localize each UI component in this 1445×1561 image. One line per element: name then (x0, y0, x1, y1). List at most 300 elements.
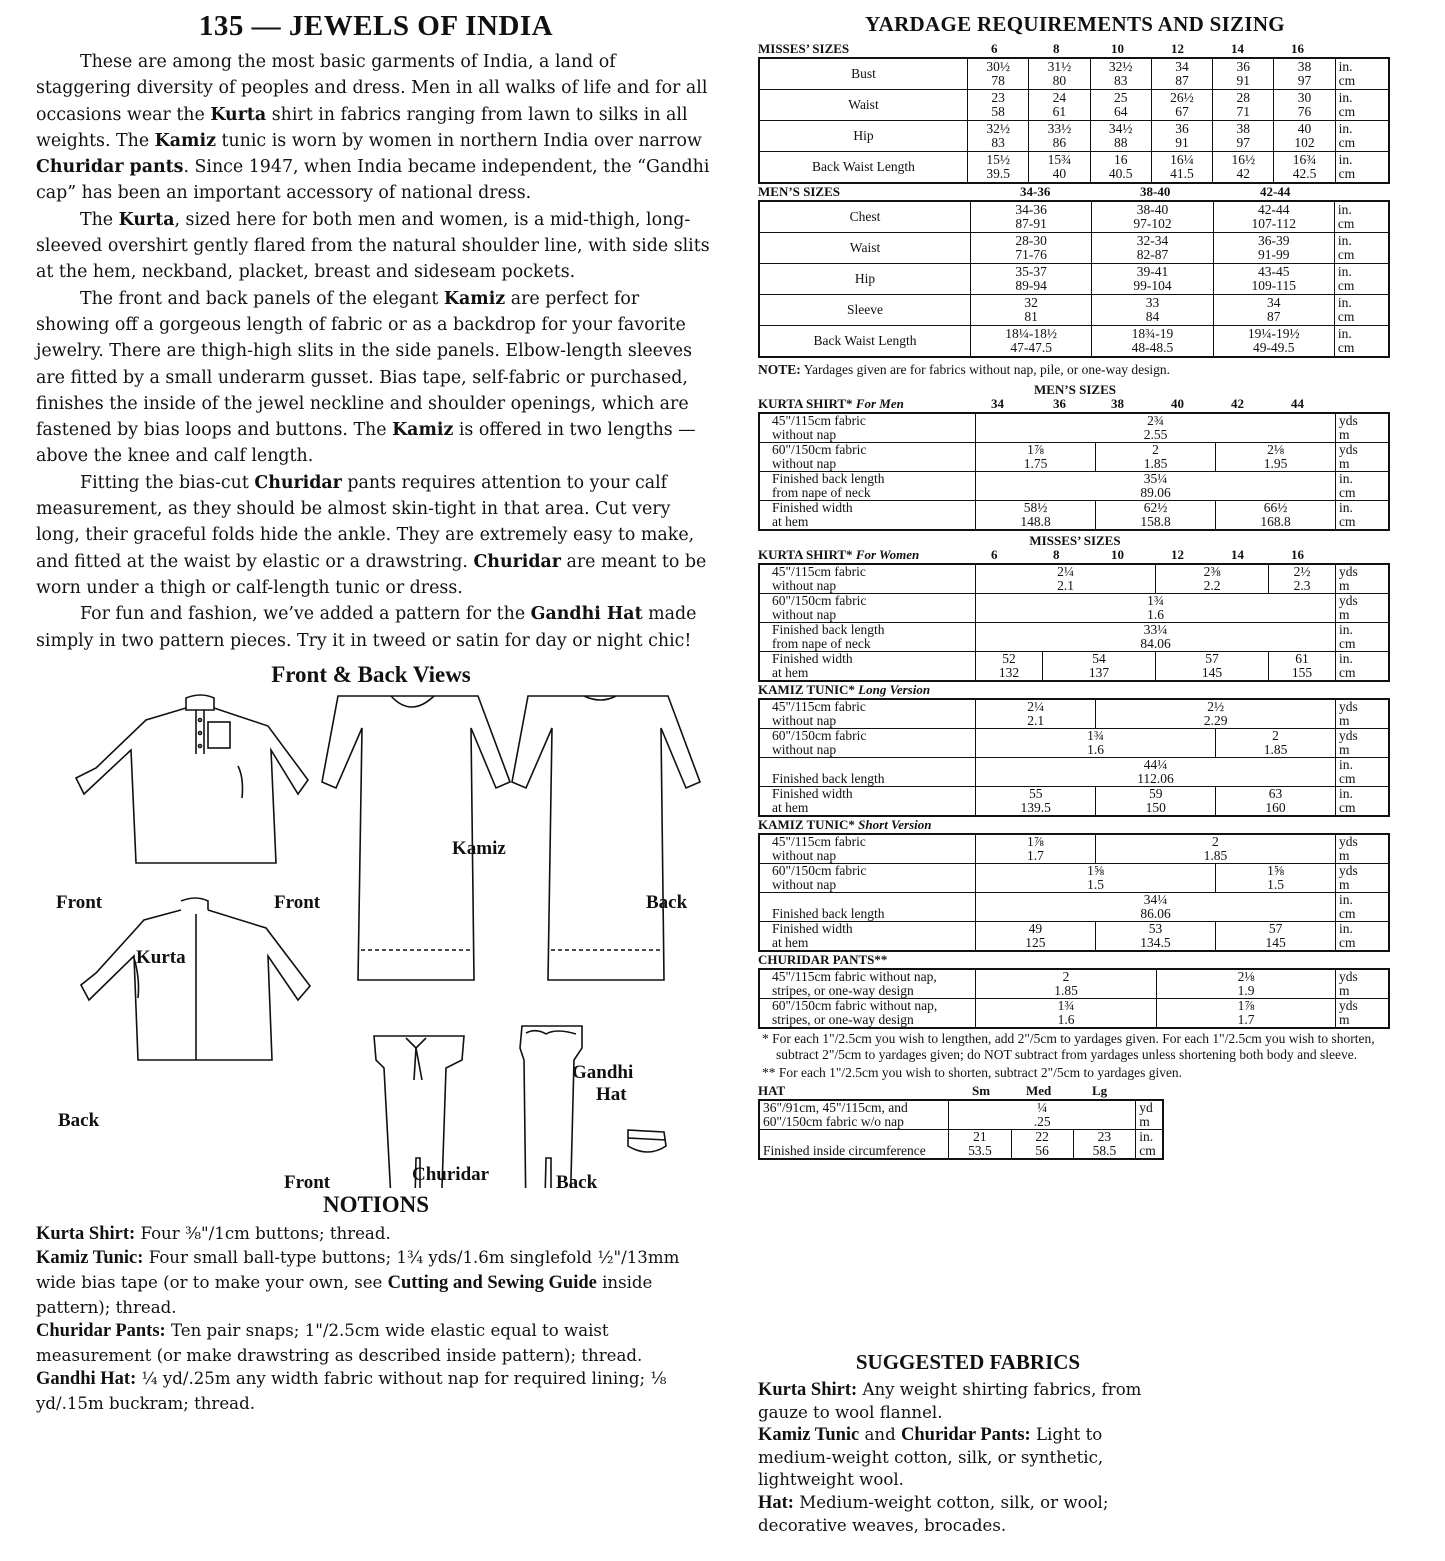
fabric-name-line1: Finished width (772, 786, 853, 801)
fabric-name-line1: 45"/115cm fabric (772, 834, 866, 849)
misses-sizes-header (758, 41, 1392, 57)
unit-2: cm (1139, 1143, 1156, 1158)
value-yds: 53 (1148, 921, 1163, 936)
kurta-label: Kurta (136, 946, 186, 968)
value-cm: 71-76 (1015, 247, 1047, 262)
unit-1: in. (1339, 471, 1353, 486)
value-in: 34½ (1108, 121, 1133, 136)
value-yds: 1⅝ (1087, 863, 1105, 878)
fabric-name (759, 564, 976, 594)
kurta-men-table (758, 412, 1390, 531)
value-m: 168.8 (1260, 514, 1291, 529)
gandhi-label-line2: Hat (596, 1083, 627, 1105)
unit-in: in. (1337, 295, 1352, 310)
size-value (1090, 58, 1151, 90)
notion-item: Gandhi Hat: ¼ yd/.25m any width fabric without nap for required lining; ⅛ yd/.15m buckram; thread. (36, 1369, 667, 1413)
unit-1: in. (1339, 651, 1353, 666)
fabric-name (759, 623, 976, 652)
value-yds: 1¾ (1087, 728, 1104, 743)
value-in: 26½ (1170, 90, 1194, 105)
value-cm: 87 (1175, 73, 1189, 88)
value-cm: 91 (1236, 73, 1250, 88)
fabric-name-line1: 60"/150cm fabric (772, 442, 867, 457)
unit-2: m (1339, 983, 1350, 998)
value-yds: 2 (1272, 728, 1279, 743)
unit-cell (1334, 326, 1389, 358)
yardage-value (976, 864, 1216, 893)
value-in: 16½ (1231, 152, 1256, 167)
unit-cell (1336, 623, 1390, 652)
value-cm: 97 (1297, 73, 1312, 88)
value-yds: 2 (1212, 834, 1219, 849)
yardage-row (759, 787, 1389, 817)
value-2: .25 (1033, 1114, 1051, 1129)
fabric-name-line1 (772, 758, 972, 772)
intro-paragraph: The front and back panels of the elegant Kamiz are perfect for showing off a gorgeous length of fabric or as a backdrop for your favorite jewelry. There are thigh-high slits in the side panels. Elbow-length sleeves are fitted by a small underarm gusset. Bias tape, self-fabric or purchased, finishes the inside of the jewel neckline and shoulder openings, which are fastened by bias loops and buttons. The Kamiz is offered in two lengths — above the knee and calf length. (36, 288, 696, 467)
value-in: 32½ (986, 121, 1010, 136)
unit-cell (1336, 594, 1390, 623)
yardage-row (759, 922, 1389, 952)
value-in: 18¼-18½ (1005, 326, 1058, 341)
value-cm: 91-99 (1258, 247, 1290, 262)
sizing-row (759, 90, 1389, 121)
unit-2: m (1339, 877, 1350, 892)
value-yds: 35¼ (1143, 471, 1168, 486)
table-sublabel: Long Version (854, 682, 931, 697)
hat-table (758, 1099, 1164, 1160)
value-yds: 1¾ (1057, 998, 1075, 1013)
bold-term: Churidar pants (36, 157, 184, 178)
yardage-value (1216, 864, 1336, 893)
kurta-women-header (758, 547, 1392, 563)
value-in: 15½ (986, 152, 1010, 167)
value-m: 1.85 (1203, 848, 1228, 863)
yardage-row (759, 623, 1389, 652)
unit-1: yds (1339, 699, 1358, 714)
size-value (1092, 201, 1213, 233)
value-yds: 1⅞ (1027, 442, 1044, 457)
value-cm: 109-115 (1251, 278, 1296, 293)
kamiz-back-drawing (512, 696, 700, 980)
yardage-value (1216, 729, 1336, 758)
men-sizes-header (758, 184, 1392, 200)
unit-2: cm (1339, 800, 1356, 815)
size-header: 8 (1053, 547, 1060, 562)
value-yds: 66½ (1263, 500, 1288, 515)
unit-cm: cm (1337, 309, 1355, 324)
value-m: 150 (1145, 800, 1166, 815)
fabric-name-line2: without nap (772, 456, 837, 471)
value-cm: 76 (1297, 104, 1312, 119)
value-yds: 1⅝ (1267, 863, 1285, 878)
yardage-row (759, 1130, 1163, 1160)
unit-1: in. (1339, 892, 1353, 907)
size-value (1090, 121, 1151, 152)
fabric-name-line1 (763, 1130, 945, 1144)
fabric-name (759, 758, 976, 787)
bold-term: Churidar (473, 551, 561, 572)
unit-cm: cm (1337, 340, 1355, 355)
unit-cell (1334, 201, 1389, 233)
yardage-value (1157, 999, 1336, 1029)
misses-sizes-group-label: MISSES’ SIZES (1029, 533, 1121, 548)
unit-in: in. (1338, 90, 1353, 105)
yardage-row (759, 999, 1389, 1029)
unit-cell (1336, 699, 1390, 729)
unit-cell (1336, 834, 1390, 864)
value-in: 36 (1236, 59, 1250, 74)
value-in: 30½ (986, 59, 1010, 74)
fabric-name (759, 893, 976, 922)
footnote-2: ** For each 1"/2.5cm you wish to shorten, subtract 2"/5cm to yardages given. (762, 1065, 1183, 1080)
table-sublabel: Short Version (854, 817, 932, 832)
yardage-row (759, 864, 1389, 893)
yardage-value (1043, 652, 1156, 682)
size-value (1029, 121, 1090, 152)
unit-cell (1334, 295, 1389, 326)
yardage-value (1095, 922, 1215, 952)
yardage-value (976, 729, 1216, 758)
value-m: 137 (1088, 665, 1110, 680)
left-column (36, 10, 716, 1416)
value-yds: 2⅛ (1237, 969, 1255, 984)
kamiz-short-header (758, 817, 1392, 833)
size-value (1029, 152, 1090, 184)
value-m: 155 (1291, 665, 1313, 680)
fabric-name-line2: without nap (772, 607, 837, 622)
value-cm: 86 (1052, 135, 1067, 150)
value-cm: 42.5 (1292, 166, 1317, 181)
fabric-name-line2: without nap (772, 578, 837, 593)
notions-section (36, 1192, 716, 1416)
value-1: ¼ (1037, 1100, 1048, 1115)
value-cm: 78 (991, 73, 1005, 88)
value-yds: 57 (1205, 651, 1219, 666)
value-in: 43-45 (1258, 264, 1290, 279)
bold-term: Kamiz (392, 420, 454, 441)
value-yds: 1¾ (1147, 593, 1164, 608)
unit-cm: cm (1337, 278, 1355, 293)
sizing-row (759, 295, 1389, 326)
table-sublabel: For Men (852, 396, 904, 411)
fabric-name-line2: at hem (772, 935, 809, 950)
value-in: 34-36 (1015, 202, 1047, 217)
unit-1: yds (1339, 998, 1358, 1013)
size-header: 38 (1111, 396, 1124, 411)
value-in: 38 (1236, 121, 1250, 136)
yardage-row (759, 652, 1389, 682)
value-in: 34 (1267, 295, 1281, 310)
value-in: 16¼ (1170, 152, 1194, 167)
notions-heading: NOTIONS (322, 1191, 430, 1217)
measure-name: Chest (759, 201, 971, 233)
unit-in: in. (1338, 59, 1353, 74)
value-in: 15¾ (1047, 152, 1072, 167)
note-label: NOTE: (758, 362, 801, 377)
fabric-name (759, 501, 976, 531)
fabric-name-line1: Finished width (772, 921, 853, 936)
unit-1: in. (1339, 786, 1353, 801)
size-value (1213, 121, 1274, 152)
value-m: 2.3 (1293, 578, 1311, 593)
unit-2: m (1339, 427, 1350, 442)
unit-cell (1336, 501, 1390, 531)
bold-term: Hat: (758, 1492, 794, 1513)
unit-1: in. (1339, 500, 1353, 515)
value-yds: 44¼ (1143, 757, 1168, 772)
unit-cm: cm (1338, 166, 1356, 181)
sizing-row (759, 201, 1389, 233)
value-m: 134.5 (1140, 935, 1171, 950)
yardage-value (1096, 787, 1216, 817)
garment-illustrations (36, 688, 716, 1188)
table-label: MISSES’ SIZES (758, 41, 850, 56)
bold-term: Kurta Shirt: (758, 1380, 858, 1400)
size-value (1274, 121, 1335, 152)
unit-1: in. (1339, 757, 1353, 772)
unit-1: yds (1339, 969, 1358, 984)
value-in: 36 (1175, 121, 1189, 136)
value-m: 86.06 (1140, 906, 1171, 921)
value-m: 132 (998, 665, 1020, 680)
yardage-value (1216, 922, 1336, 952)
kamiz-back-label: Back (646, 891, 688, 913)
size-header: Med (1026, 1083, 1052, 1098)
value-cm: 71 (1236, 104, 1250, 119)
yardage-row (759, 443, 1389, 472)
value-in: 18¾-19 (1131, 326, 1174, 341)
churidar-back-drawing (520, 1026, 582, 1188)
sizing-row (759, 233, 1389, 264)
size-value (1092, 233, 1213, 264)
yardage-row (759, 472, 1389, 501)
hat-header (758, 1083, 1392, 1099)
fabric-name (759, 864, 976, 893)
size-value (1274, 90, 1335, 121)
suggested-fabrics (758, 1350, 1178, 1537)
yardage-row (759, 501, 1389, 531)
kamiz-long-header (758, 682, 1392, 698)
value-yds: 2¼ (1027, 699, 1045, 714)
value-m: 1.6 (1087, 742, 1104, 757)
fabrics-heading: SUGGESTED FABRICS (855, 1350, 1081, 1374)
sizing-row (759, 326, 1389, 358)
intro-text (36, 49, 716, 654)
kurta-men-header (758, 396, 1392, 412)
unit-1: yds (1339, 593, 1358, 608)
gandhi-label-line1: Gandhi (572, 1061, 634, 1083)
sizing-row (759, 58, 1389, 90)
value-cm: 61 (1052, 104, 1067, 119)
yardage-row (759, 969, 1389, 999)
yardage-row (759, 564, 1389, 594)
value-m: 148.8 (1020, 514, 1051, 529)
value-cm: 84 (1145, 309, 1160, 324)
value-in: 16¾ (1292, 152, 1317, 167)
fabric-name-line2: 60"/150cm fabric w/o nap (763, 1114, 904, 1129)
size-value (1213, 264, 1334, 295)
notion-label: Kurta Shirt: (36, 1223, 136, 1244)
size-value (971, 295, 1092, 326)
fabric-name-line1: 60"/150cm fabric (772, 728, 867, 743)
unit-cell (1336, 564, 1390, 594)
table-sublabel: For Women (852, 547, 920, 562)
measure-name: Sleeve (759, 295, 971, 326)
yardage-value (1157, 969, 1336, 999)
value-cm: 80 (1052, 73, 1067, 88)
value-cm: 89-94 (1015, 278, 1047, 293)
yardage-row (759, 699, 1389, 729)
unit-2: cm (1339, 906, 1356, 921)
fabric-name (759, 787, 976, 817)
unit-cell (1336, 472, 1390, 501)
fabric-name (759, 999, 976, 1029)
value-1: 21 (973, 1129, 987, 1144)
unit-cm: cm (1337, 216, 1355, 231)
yardage-title: YARDAGE REQUIREMENTS AND SIZING (865, 12, 1285, 36)
size-value (1029, 90, 1090, 121)
value-yds: 2¾ (1147, 413, 1164, 428)
size-header: 42 (1231, 396, 1244, 411)
fabric-name-line2: without nap (772, 427, 837, 442)
size-value (1151, 58, 1212, 90)
value-cm: 40.5 (1108, 166, 1133, 181)
fabric-name (759, 413, 976, 443)
value-yds: 63 (1268, 786, 1283, 801)
value-cm: 91 (1175, 135, 1189, 150)
notion-label: Gandhi Hat: (36, 1369, 137, 1390)
fabric-name-line1 (772, 893, 972, 907)
unit-cell (1336, 729, 1390, 758)
yardage-value (1156, 652, 1269, 682)
size-value (1092, 295, 1213, 326)
unit-2: cm (1339, 514, 1356, 529)
fabric-name (759, 1100, 949, 1130)
value-in: 36-39 (1258, 233, 1290, 248)
value-in: 31½ (1047, 59, 1072, 74)
yardage-value (1269, 652, 1336, 682)
size-header: Sm (972, 1083, 991, 1098)
yardage-value (976, 699, 1096, 729)
value-cm: 58 (991, 104, 1005, 119)
measure-name: Back Waist Length (759, 152, 967, 184)
size-header: 12 (1171, 41, 1184, 56)
value-yds: 2½ (1293, 564, 1311, 579)
fabric-item: Kurta Shirt: Any weight shirting fabrics, from gauze to wool flannel. (758, 1380, 1142, 1422)
unit-2: m (1339, 607, 1350, 622)
value-m: 1.7 (1026, 848, 1044, 863)
table-label: MEN’S SIZES (758, 184, 840, 199)
value-in: 39-41 (1136, 264, 1169, 279)
churidar-front-label: Front (284, 1171, 331, 1193)
notion-item: Kamiz Tunic: Four small ball-type buttons; 1¾ yds/1.6m singlefold ½"/13mm wide bias tape (or to make your own, see Cutting and Sewing Guide inside pattern); thread. (36, 1248, 680, 1317)
size-value (967, 152, 1028, 184)
unit-1: yds (1339, 728, 1358, 743)
bold-term: Kamiz Tunic (758, 1425, 860, 1446)
unit-cell (1336, 864, 1390, 893)
size-header: 6 (991, 547, 998, 562)
value-2: 56 (1035, 1143, 1049, 1158)
men-sizing-table (758, 200, 1390, 358)
value-cm: 83 (991, 135, 1005, 150)
kurta-women-table (758, 563, 1390, 682)
value-yds: 2 (1062, 969, 1070, 984)
intro-paragraph: For fun and fashion, we’ve added a pattern for the Gandhi Hat made simply in two pattern pieces. Try it in tweed or satin for day or night chic! (36, 604, 697, 651)
size-value (1151, 121, 1212, 152)
yardage-row (759, 893, 1389, 922)
table-label: KURTA SHIRT* For Men (758, 396, 904, 411)
fabric-name-line1: 60"/150cm fabric (772, 593, 867, 608)
value-cm: 83 (1113, 73, 1128, 88)
value-in: 38-40 (1136, 202, 1169, 217)
kurta-front-label: Front (56, 891, 103, 913)
unit-cell (1334, 264, 1389, 295)
yardage-value (976, 969, 1157, 999)
value-cm: 48-48.5 (1131, 340, 1174, 355)
unit-cell (1335, 121, 1389, 152)
kurta-back-drawing (81, 898, 310, 1060)
value-in: 38 (1297, 59, 1312, 74)
bold-term: Kurta (118, 209, 175, 230)
bold-term: Kamiz (154, 130, 216, 151)
fabric-name-line2: at hem (772, 514, 809, 529)
value-m: 1.5 (1087, 877, 1105, 892)
value-cm: 87-91 (1015, 216, 1047, 231)
fabric-name-line1: Finished width (772, 651, 853, 666)
fabric-name-line2: at hem (772, 800, 809, 815)
value-cm: 99-104 (1133, 278, 1172, 293)
size-value (1213, 233, 1334, 264)
measure-name: Waist (759, 90, 967, 121)
size-header: 6 (991, 41, 998, 56)
value-in: 32½ (1108, 59, 1133, 74)
value-yds: 2⅛ (1267, 442, 1284, 457)
unit-in: in. (1338, 152, 1353, 167)
measure-name: Waist (759, 233, 971, 264)
size-value (1213, 152, 1274, 184)
yardage-value (1216, 501, 1336, 531)
yardage-value (1073, 1130, 1136, 1160)
value-m: 1.6 (1057, 1012, 1075, 1027)
unit-2: cm (1339, 636, 1356, 651)
value-m: 1.85 (1054, 983, 1078, 998)
fabric-name (759, 594, 976, 623)
size-header: 16 (1291, 41, 1304, 56)
yardage-value (1095, 834, 1335, 864)
unit-1: in. (1139, 1129, 1154, 1144)
value-in: 16 (1113, 152, 1128, 167)
views-heading: Front & Back Views (271, 661, 471, 687)
unit-cell (1335, 152, 1389, 184)
size-value (971, 326, 1092, 358)
unit-in: in. (1337, 202, 1352, 217)
intro-paragraph: The Kurta, sized here for both men and women, is a mid-thigh, long-sleeved overshirt gently flared from the natural shoulder line, with side slits at the hem, neckband, placket, breast and sideseam pockets. (36, 209, 710, 283)
value-m: 1.5 (1267, 877, 1285, 892)
unit-in: in. (1337, 326, 1352, 341)
size-value (1213, 90, 1274, 121)
yardage-value (1096, 501, 1216, 531)
table-label: KURTA SHIRT* For Women (758, 547, 920, 562)
measure-name: Hip (759, 121, 967, 152)
sizing-row (759, 121, 1389, 152)
value-in: 42-44 (1258, 202, 1290, 217)
value-yds: 57 (1268, 921, 1283, 936)
yardage-value (976, 443, 1096, 472)
fabric-name-line1: 45"/115cm fabric without nap, (772, 969, 937, 984)
value-m: 1.6 (1147, 607, 1164, 622)
fabric-item: Hat: Medium-weight cotton, silk, or wool; decorative weaves, brocades. (758, 1492, 1109, 1535)
unit-2: cm (1339, 665, 1356, 680)
